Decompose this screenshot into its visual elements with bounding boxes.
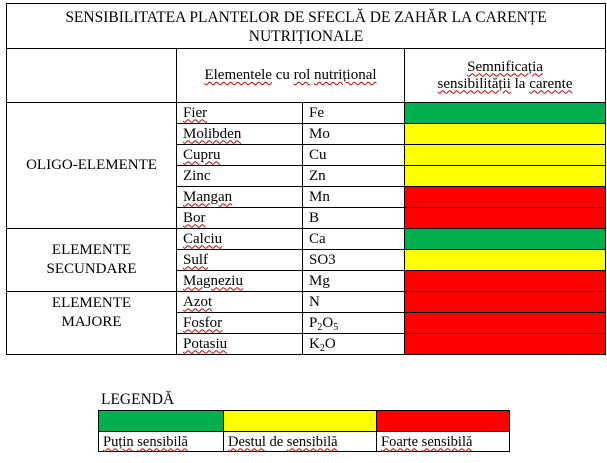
legend-swatch-yellow [224, 411, 377, 432]
element-symbol: Mo [303, 124, 405, 145]
element-name: Magneziu [177, 271, 303, 292]
sensitivity-swatch [405, 187, 606, 208]
element-symbol: N [303, 292, 405, 313]
sensitivity-swatch [405, 313, 606, 334]
sensitivity-swatch [405, 103, 606, 124]
element-name: Fier [177, 103, 303, 124]
header-elements: Elementele cu rol nutrițional [177, 49, 405, 103]
element-name: Molibden [177, 124, 303, 145]
sensitivity-table [6, 3, 606, 355]
element-symbol: $P_2O_5$ [303, 313, 405, 334]
table-title: SENSIBILITATEA PLANTELOR DE SFECLĂ DE ZAHĂR LA CARENȚE NUTRIȚIONALE [7, 4, 606, 49]
element-symbol: Ca [303, 229, 405, 250]
element-name: Mangan [177, 187, 303, 208]
sensitivity-swatch [405, 334, 606, 355]
element-name: Potasiu [177, 334, 303, 355]
element-name: Sulf [177, 250, 303, 271]
element-symbol: B [303, 208, 405, 229]
element-name: Fosfor [177, 313, 303, 334]
legend-title: LEGENDĂ [101, 391, 175, 408]
legend-label-high: Foarte sensibilă [377, 432, 510, 452]
group-majore: ELEMENTE MAJORE [7, 292, 177, 355]
element-name: Azot [177, 292, 303, 313]
element-symbol: Mn [303, 187, 405, 208]
legend-label-low: Puțin sensibilă [99, 432, 224, 452]
sensitivity-swatch [405, 250, 606, 271]
sensitivity-swatch [405, 208, 606, 229]
header-empty-cell [7, 49, 177, 103]
element-symbol: $K_2O$ [303, 334, 405, 355]
element-symbol: Mg [303, 271, 405, 292]
element-name: Zinc [177, 166, 303, 187]
element-symbol: SO3 [303, 250, 405, 271]
sensitivity-swatch [405, 166, 606, 187]
table-row [7, 103, 606, 124]
header-significance: Semnificația sensibilității la carente [405, 49, 606, 103]
element-symbol: Fe [303, 103, 405, 124]
sensitivity-swatch [405, 271, 606, 292]
group-oligo: OLIGO-ELEMENTE [7, 103, 177, 229]
table-row [7, 229, 606, 250]
element-symbol: Cu [303, 145, 405, 166]
sensitivity-swatch [405, 145, 606, 166]
element-name: Bor [177, 208, 303, 229]
sensitivity-swatch [405, 292, 606, 313]
legend-label-medium: Destul de sensibilă [224, 432, 377, 452]
group-secundare: ELEMENTE SECUNDARE [7, 229, 177, 292]
table-row [7, 292, 606, 313]
element-name: Calciu [177, 229, 303, 250]
legend-swatch-green [99, 411, 224, 432]
sensitivity-swatch [405, 124, 606, 145]
sensitivity-swatch [405, 229, 606, 250]
legend-swatch-red [377, 411, 510, 432]
element-name: Cupru [177, 145, 303, 166]
legend [98, 410, 510, 452]
element-symbol: Zn [303, 166, 405, 187]
